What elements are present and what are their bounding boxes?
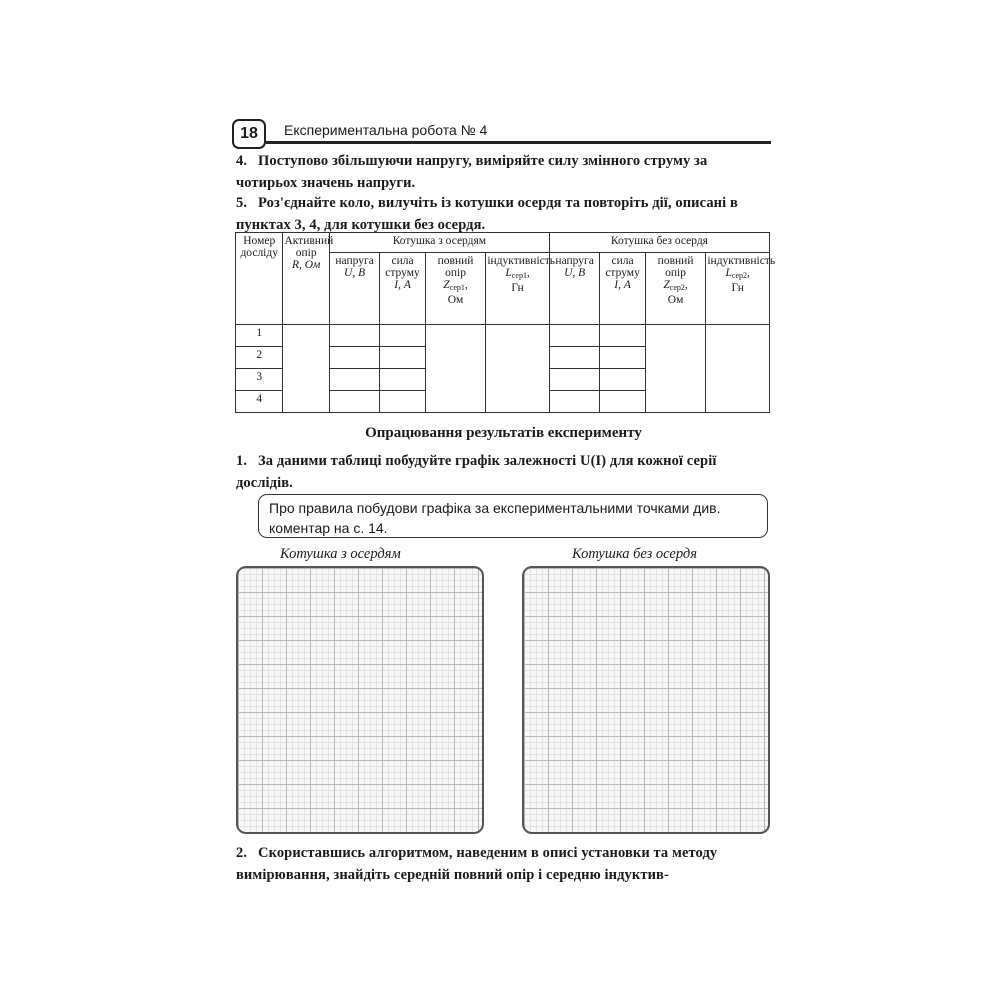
cell-inductance <box>486 325 550 413</box>
header-current: сила струму I, А <box>380 253 425 325</box>
header-number: Номер досліду <box>236 233 283 325</box>
graph-left-label: Котушка з осердям <box>280 546 401 562</box>
graph-paper-without-core <box>522 566 770 834</box>
cell-voltage <box>329 369 379 391</box>
step-text: Роз'єднайте коло, вилучіть із котушки осердя та повторіть дії, описані в пунктах 3, 4, для котушки без осердя. <box>236 195 738 233</box>
cell-current <box>380 391 425 413</box>
header-title: Експериментальна робота № 4 <box>284 122 488 138</box>
cell-impedance <box>645 325 706 413</box>
step-number: 5. <box>236 195 248 211</box>
header-inductance: індуктивність $L_{сер2}$, Гн <box>706 253 770 325</box>
cell-voltage <box>549 369 599 391</box>
header-without-core: Котушка без осердя <box>549 233 769 253</box>
step-5 <box>236 192 771 236</box>
cell-current <box>380 369 425 391</box>
header-current: сила струму I, А <box>600 253 645 325</box>
cell-impedance <box>425 325 486 413</box>
row-number: 3 <box>236 369 283 391</box>
header-rule <box>266 141 771 144</box>
step-number: 4. <box>236 153 248 169</box>
cell-current <box>380 347 425 369</box>
cell-current <box>600 347 645 369</box>
page-number-badge: 18 <box>232 119 266 149</box>
graph-right-label: Котушка без осердя <box>572 546 697 562</box>
row-number: 1 <box>236 325 283 347</box>
graph-paper-with-core <box>236 566 484 834</box>
note-box: Про правила побудови графіка за експериментальними точками див. коментар на с. 14. <box>258 494 768 538</box>
processing-step-1 <box>236 450 771 494</box>
cell-resistance <box>283 325 329 413</box>
header-voltage: напруга U, В <box>329 253 379 325</box>
step-text: Скориставшись алгоритмом, наведеним в описі установки та методу вимірювання, знайдіть середній повний опір і середню індуктив- <box>236 845 718 883</box>
row-number: 4 <box>236 391 283 413</box>
cell-current <box>380 325 425 347</box>
header-resistance: Активний опір R, Ом <box>283 233 329 325</box>
cell-voltage <box>329 325 379 347</box>
cell-inductance <box>706 325 770 413</box>
cell-voltage <box>549 347 599 369</box>
step-number: 2. <box>236 845 248 861</box>
step-text: За даними таблиці побудуйте графік залежності U(I) для кожної серії дослідів. <box>236 453 717 491</box>
cell-current <box>600 325 645 347</box>
cell-current <box>600 391 645 413</box>
header-impedance: повний опір $Z_{сер1}$, Ом <box>425 253 486 325</box>
table-row <box>236 325 770 347</box>
section-title: Опрацювання результатів експерименту <box>365 425 642 441</box>
header-voltage: напруга U, В <box>549 253 599 325</box>
cell-voltage <box>549 325 599 347</box>
cell-voltage <box>549 391 599 413</box>
cell-voltage <box>329 391 379 413</box>
row-number: 2 <box>236 347 283 369</box>
cell-current <box>600 369 645 391</box>
header-impedance: повний опір $Z_{сер2}$, Ом <box>645 253 706 325</box>
processing-step-2 <box>236 842 771 886</box>
cell-voltage <box>329 347 379 369</box>
step-4 <box>236 150 771 194</box>
step-text: Поступово збільшуючи напругу, виміряйте силу змінного струму за чотирьох значень напруги. <box>236 153 708 191</box>
measurement-table <box>235 232 776 413</box>
step-number: 1. <box>236 453 248 469</box>
header-inductance: індуктивність $L_{сер1}$, Гн <box>486 253 550 325</box>
header-with-core: Котушка з осердям <box>329 233 549 253</box>
